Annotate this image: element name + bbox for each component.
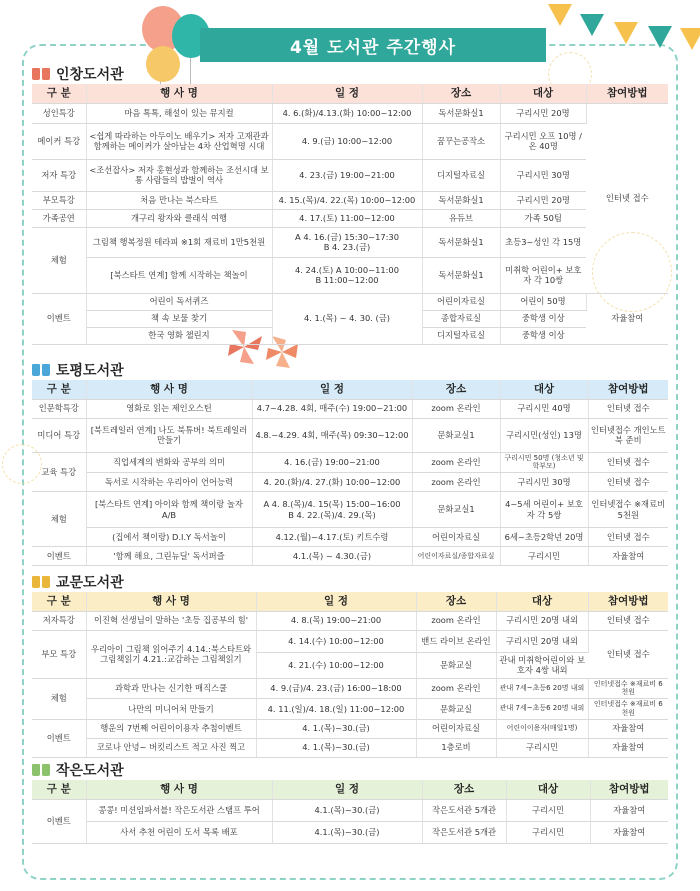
- header-cell: 일 정: [272, 84, 422, 103]
- header-cell: 일 정: [256, 592, 416, 611]
- table-row: [32, 528, 668, 547]
- event-name: 코로나 안녕~ 버킷리스트 적고 사진 찍고: [86, 738, 256, 757]
- flag-icon: [648, 26, 672, 48]
- event-method: 인터넷 접수: [586, 103, 668, 293]
- event-name: 어린이 독서퀴즈: [86, 293, 272, 310]
- header-cell: 참여방법: [588, 380, 668, 399]
- category-cell: 체험: [32, 678, 86, 719]
- event-date: [272, 257, 422, 293]
- event-place: zoom 온라인: [412, 399, 500, 418]
- event-place: 유듀브: [422, 209, 500, 227]
- event-name: [북스타트 연계] 아이와 함께 책이랑 놀자 A/B: [86, 492, 252, 528]
- event-name: 그림책 행복정원 테라피 ※1회 재료비 1만5천원: [86, 227, 272, 257]
- header-cell: 행 사 명: [86, 592, 256, 611]
- event-date: 4. 9.(금) 10:00~12:00: [272, 123, 422, 159]
- event-place: zoom 온라인: [412, 473, 500, 492]
- event-name: <조선잡사> 저자 홍현성과 함께하는 조선시대 보통 사람들의 밥벌이 역사: [86, 159, 272, 191]
- section-title: [32, 360, 668, 380]
- category-cell: 저자특강: [32, 611, 86, 630]
- event-place: 독서문화실1: [422, 257, 500, 293]
- event-method: 인터넷접수 개인노트북 준비: [588, 418, 668, 452]
- section-title-text: 작은도서관: [56, 763, 124, 779]
- event-place: 어린이자료실: [422, 293, 500, 310]
- event-date: 4.12.(월)~4.17.(토) 키트수령: [252, 528, 412, 547]
- table-row: [32, 492, 668, 528]
- table-row: [32, 209, 668, 227]
- event-date: 4.7~4.28. 4회, 매주(수) 19:00~21:00: [252, 399, 412, 418]
- event-date: 4.1.(목)~30.(금): [272, 799, 422, 821]
- header-cell: 대상: [500, 380, 588, 399]
- event-place: 어린이자료실/종합자료실: [412, 547, 500, 566]
- event-target: 중학생 이상: [500, 310, 586, 327]
- section-title-text: 인창도서관: [56, 67, 124, 83]
- category-cell: 성인특강: [32, 103, 86, 123]
- event-place: 어린이자료실: [416, 719, 496, 738]
- header-cell: 일 정: [252, 380, 412, 399]
- page-title: 4월 도서관 주간행사: [214, 28, 532, 62]
- event-place: 독서문화실1: [422, 227, 500, 257]
- event-name: 이진혁 선생님이 말하는 '초등 집공부의 힘': [86, 611, 256, 630]
- event-date: 4. 1.(목) ~ 4. 30. (금): [272, 293, 422, 344]
- category-cell: 이벤트: [32, 293, 86, 344]
- event-target: 구리시민 30명: [500, 473, 588, 492]
- table-row: [32, 719, 668, 738]
- section-title: [32, 64, 668, 84]
- event-date: 4. 9.(금)/4. 23.(금) 16:00~18:00: [256, 678, 416, 699]
- category-cell: 부모 특강: [32, 630, 86, 678]
- event-place: zoom 온라인: [416, 678, 496, 699]
- event-place: 독서문화실1: [422, 191, 500, 209]
- date-time: 15:00~16:00: [345, 499, 401, 510]
- event-place: zoom 온라인: [416, 611, 496, 630]
- bunting-flags: [530, 0, 700, 60]
- event-target: 구리시민 20명: [500, 103, 586, 123]
- event-name: 책 속 보물 찾기: [86, 310, 272, 327]
- header-cell: 행 사 명: [86, 780, 272, 799]
- event-date: 4. 11.(일)/4. 18.(일) 11:00~12:00: [256, 699, 416, 720]
- event-date: 4. 6.(화)/4.13.(화) 10:00~12:00: [272, 103, 422, 123]
- event-name: <쉽게 따라하는 아두이노 배우기> 저자 고재관과 함께하는 메이커가 살아남는 4차 산업혁명 시대: [86, 123, 272, 159]
- date-b: B 4. 22.(목)/4. 29.(목): [288, 509, 376, 520]
- event-name: 나만의 미니어처 만들기: [86, 699, 256, 720]
- table-row: [32, 159, 668, 191]
- event-date: [272, 227, 422, 257]
- category-cell: 부모특강: [32, 191, 86, 209]
- event-date: 4. 1.(목)~30.(금): [256, 738, 416, 757]
- event-place: 문화교실1: [412, 418, 500, 452]
- event-name: (집에서 책이랑) D.I.Y 독서놀이: [86, 528, 252, 547]
- category-cell: 체험: [32, 227, 86, 293]
- flag-icon: [680, 28, 700, 50]
- event-place: 독서문화실1: [422, 103, 500, 123]
- event-place: 작은도서관 5개관: [422, 821, 506, 843]
- event-table: [32, 84, 668, 345]
- table-row: [32, 799, 668, 821]
- event-target: 중학생 이상: [500, 327, 586, 344]
- event-name: '함께 해요, 그린뉴딜' 독서퍼즐: [86, 547, 252, 566]
- event-date: 4. 15.(목)/4. 22.(목) 10:00~12:00: [272, 191, 422, 209]
- book-icon: [32, 576, 50, 589]
- event-target: 구리시민: [496, 738, 588, 757]
- header-cell: 구 분: [32, 84, 86, 103]
- event-name: [북스타트 연계] 함께 시작하는 책놀이: [86, 257, 272, 293]
- event-target: 가족 50팀: [500, 209, 586, 227]
- date-b: B 4. 23.(금): [323, 242, 371, 252]
- header-cell: 장소: [412, 380, 500, 399]
- header-cell: 구 분: [32, 380, 86, 399]
- category-cell: 체험: [32, 492, 86, 547]
- event-target: 미취학 어린이+ 보호자 각 10쌍: [500, 257, 586, 293]
- event-method: 인터넷 접수: [588, 611, 668, 630]
- event-name: 개구리 왕자와 클래식 여행: [86, 209, 272, 227]
- event-place: 꿈꾸는공작소: [422, 123, 500, 159]
- event-name: 한국 영화 챌린지: [86, 327, 272, 344]
- event-target: 관내 7세~초등6 20명 내외: [496, 699, 588, 720]
- event-place: 어린이자료실: [412, 528, 500, 547]
- table-row: [32, 699, 668, 720]
- header-cell: 대상: [500, 84, 586, 103]
- event-method: 인터넷 접수: [588, 473, 668, 492]
- category-cell: 미디어 특강: [32, 418, 86, 452]
- date-time: 15:30~17:30: [344, 231, 399, 242]
- event-target: 6세~초등2학년 20명: [500, 528, 588, 547]
- header-cell: 행 사 명: [86, 380, 252, 399]
- event-name: 직업세계의 변화와 공부의 의미: [86, 452, 252, 473]
- flag-icon: [580, 14, 604, 36]
- event-target: 구리시민 20명 내외: [496, 611, 588, 630]
- event-method: 자율참여: [588, 719, 668, 738]
- event-date: 4.8.~4.29. 4회, 매주(목) 09:30~12:00: [252, 418, 412, 452]
- event-name: 우리아이 그림책 읽어주기 4.14.:북스타트와 그림책읽기 4.21.:교감하는 그림책읽기: [86, 630, 256, 678]
- header-cell: 참여방법: [586, 84, 668, 103]
- event-name: 행운의 7번째 어린이이용자 추첨이벤트: [86, 719, 256, 738]
- table-row: [32, 293, 668, 310]
- event-target: 초등3~성인 각 15명: [500, 227, 586, 257]
- header-cell: 장소: [422, 780, 506, 799]
- event-name: [북트레일러 연계] 나도 북튜버! 북트레일러 만들기: [86, 418, 252, 452]
- table-row: [32, 103, 668, 123]
- header-cell: 행 사 명: [86, 84, 272, 103]
- event-target: 관내 7세~초등6 20명 내외: [496, 678, 588, 699]
- flag-icon: [548, 4, 572, 26]
- table-row: [32, 611, 668, 630]
- event-name: 처음 만나는 북스타트: [86, 191, 272, 209]
- event-date: 4.1.(목) ~ 4.30.(금): [252, 547, 412, 566]
- category-cell: 이벤트: [32, 547, 86, 566]
- table-row: [32, 678, 668, 699]
- event-name: 영화로 읽는 제인오스틴: [86, 399, 252, 418]
- event-place: zoom 온라인: [412, 452, 500, 473]
- category-cell: 이벤트: [32, 719, 86, 757]
- event-name: 사서 추천 어린이 도서 목록 배포: [86, 821, 272, 843]
- header-cell: 구 분: [32, 780, 86, 799]
- section-title-text: 교문도서관: [56, 575, 124, 591]
- table-row: [32, 821, 668, 843]
- event-place: 작은도서관 5개관: [422, 799, 506, 821]
- category-cell: 메이커 특강: [32, 123, 86, 159]
- table-header: [32, 84, 668, 103]
- flag-icon: [614, 22, 638, 44]
- header-cell: 참여방법: [588, 592, 668, 611]
- category-cell: 가족공연: [32, 209, 86, 227]
- event-method: 인터넷 접수: [588, 399, 668, 418]
- event-date: 4. 21.(수) 10:00~12:00: [256, 652, 416, 678]
- event-target: 구리시민(성인) 13명: [500, 418, 588, 452]
- section-title: [32, 760, 668, 780]
- event-table: [32, 592, 668, 758]
- table-header: [32, 380, 668, 399]
- event-target: 4~5세 어린이+ 보호자 각 5쌍: [500, 492, 588, 528]
- book-icon: [32, 68, 50, 81]
- event-date: 4. 16.(금) 19:00~21:00: [252, 452, 412, 473]
- event-date: 4. 14.(수) 10:00~12:00: [256, 630, 416, 652]
- header-cell: 대상: [506, 780, 590, 799]
- event-method: 인터넷 접수: [588, 630, 668, 678]
- event-method: 자율참여: [590, 799, 668, 821]
- event-method: 인터넷접수 ※재료비 6천원: [588, 699, 668, 720]
- event-name: 과학과 만나는 신기한 매직스쿨: [86, 678, 256, 699]
- event-target: 어린이이용자(매일1명): [496, 719, 588, 738]
- header-cell: 구 분: [32, 592, 86, 611]
- date-day: 4. 24.(토): [295, 264, 334, 275]
- event-date: 4. 23.(금) 19:00~21:00: [272, 159, 422, 191]
- event-target: 구리시민 오프 10명 / 온 40명: [500, 123, 586, 159]
- category-cell: 저자 특강: [32, 159, 86, 191]
- header-cell: 일 정: [272, 780, 422, 799]
- event-target: 구리시민: [500, 547, 588, 566]
- event-name: 독서로 시작하는 우리아이 언어능력: [86, 473, 252, 492]
- event-table: [32, 780, 668, 844]
- event-method: 자율참여: [588, 547, 668, 566]
- header-cell: 참여방법: [590, 780, 668, 799]
- section-incheon: [32, 64, 668, 345]
- event-place: 문화교실1: [412, 492, 500, 528]
- event-date: [252, 492, 412, 528]
- category-cell: 이벤트: [32, 799, 86, 843]
- event-target: 구리시민: [506, 821, 590, 843]
- event-date: 4. 17.(토) 11:00~12:00: [272, 209, 422, 227]
- section-topyeong: [32, 360, 668, 566]
- table-row: [32, 399, 668, 418]
- event-target: 구리시민: [506, 799, 590, 821]
- event-method: 인터넷접수 ※재료비 6천원: [588, 678, 668, 699]
- event-date: 4. 20.(화)/4. 27.(화) 10:00~12:00: [252, 473, 412, 492]
- table-row: [32, 257, 668, 293]
- date-a: A 4. 8.(목)/4. 15(목): [263, 499, 344, 510]
- event-target: 구리시민 50명 (청소년 및 학부모): [500, 452, 588, 473]
- table-row: [32, 473, 668, 492]
- event-target: 구리시민 20명 내외: [496, 630, 588, 652]
- event-target: 관내 미취학어린이와 보호자 4쌍 내외: [496, 652, 588, 678]
- event-place: 밴드 라이브 온라인: [416, 630, 496, 652]
- header-cell: 장소: [422, 84, 500, 103]
- header-cell: 장소: [416, 592, 496, 611]
- event-date: 4. 1.(목)~30.(금): [256, 719, 416, 738]
- event-target: 구리시민 30명: [500, 159, 586, 191]
- table-row: [32, 738, 668, 757]
- time-b: B 11:00~12:00: [315, 275, 379, 285]
- event-place: 문화교실: [416, 699, 496, 720]
- event-target: 구리시민 20명: [500, 191, 586, 209]
- event-method: 인터넷접수 ※재료비 5천원: [588, 492, 668, 528]
- event-place: 디지털자료실: [422, 327, 500, 344]
- event-table: [32, 380, 668, 566]
- time-a: A 10:00~11:00: [335, 264, 399, 275]
- event-date: 4. 8.(목) 19:00~21:00: [256, 611, 416, 630]
- table-row: [32, 418, 668, 452]
- header-cell: 대상: [496, 592, 588, 611]
- table-row: [32, 547, 668, 566]
- book-icon: [32, 364, 50, 377]
- section-jageun: [32, 760, 668, 844]
- table-row: [32, 191, 668, 209]
- event-method: 자율참여: [588, 738, 668, 757]
- event-method: 자율참여: [586, 293, 668, 344]
- book-icon: [32, 764, 50, 777]
- event-date: 4.1.(목)~30.(금): [272, 821, 422, 843]
- category-cell: 인문학특강: [32, 399, 86, 418]
- event-name: 콩콩! 미션임파서블! 작은도서관 스탬프 투어: [86, 799, 272, 821]
- table-header: [32, 592, 668, 611]
- table-row: [32, 452, 668, 473]
- table-row: [32, 123, 668, 159]
- event-place: 문화교실: [416, 652, 496, 678]
- event-place: 종합자료실: [422, 310, 500, 327]
- event-name: 마음 톡톡, 해설이 있는 뮤지컬: [86, 103, 272, 123]
- event-target: 어린이 50명: [500, 293, 586, 310]
- date-a: A 4. 16.(금): [295, 231, 342, 242]
- event-method: 인터넷 접수: [588, 528, 668, 547]
- event-target: 구리시민 40명: [500, 399, 588, 418]
- section-title-text: 토평도서관: [56, 363, 124, 379]
- event-method: 인터넷 접수: [588, 452, 668, 473]
- section-title: [32, 572, 668, 592]
- event-method: 자율참여: [590, 821, 668, 843]
- section-gyomun: [32, 572, 668, 758]
- event-place: 1층로비: [416, 738, 496, 757]
- table-row: [32, 630, 668, 652]
- event-place: 디지털자료실: [422, 159, 500, 191]
- category-cell: 교육 특강: [32, 452, 86, 492]
- table-header: [32, 780, 668, 799]
- table-row: [32, 227, 668, 257]
